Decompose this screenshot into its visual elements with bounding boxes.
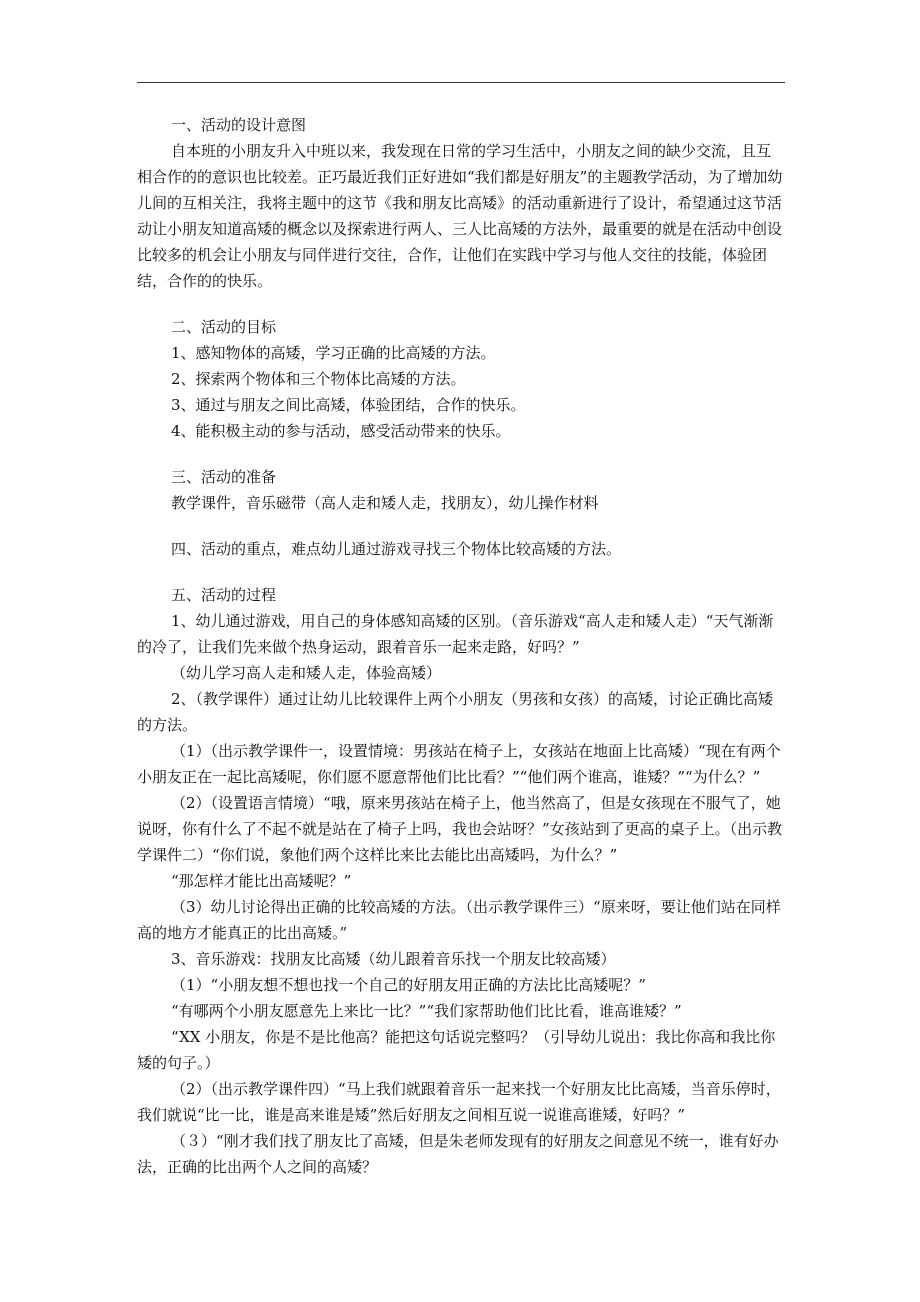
- process-paragraph: 1、幼儿通过游戏，用自己的身体感知高矮的区别。（音乐游戏“高人走和矮人走）“天气渐渐的冷了，让我们先来做个热身运动，跟着音乐一起来走路，好吗？”: [137, 612, 774, 656]
- section-1-heading: 一、活动的设计意图: [171, 116, 307, 134]
- section-5-heading: 五、活动的过程: [171, 586, 277, 604]
- process-paragraph: “那怎样才能比出高矮呢？”: [171, 872, 352, 890]
- process-paragraph: （幼儿学习高人走和矮人走，体验高矮）: [171, 664, 442, 682]
- spacer: [137, 516, 785, 536]
- section-3-heading: 三、活动的准备: [171, 468, 277, 486]
- spacer: [137, 562, 785, 582]
- process-paragraph: 3、音乐游戏：找朋友比高矮（幼儿跟着音乐找一个朋友比较高矮）: [171, 950, 616, 968]
- goal-item: 3、通过与朋友之间比高矮，体验团结，合作的快乐。: [171, 396, 526, 414]
- process-paragraph: “XX 小朋友，你是不是比他高？能把这句话说完整吗？（引导幼儿说出：我比你高和我比你矮的句子。）: [137, 1028, 776, 1072]
- document-body: [137, 112, 785, 1180]
- process-paragraph: （2）（出示教学课件四）“马上我们就跟着音乐一起来找一个好朋友比比高矮，当音乐停时，我们就说“比一比，谁是高来谁是矮”然后好朋友之间相互说一说谁高谁矮，好吗？”: [137, 1080, 781, 1124]
- goal-item: 4、能积极主动的参与活动，感受活动带来的快乐。: [171, 422, 511, 440]
- section-2-heading: 二、活动的目标: [171, 318, 277, 336]
- process-paragraph: （３）“刚才我们找了朋友比了高矮，但是朱老师发现有的好朋友之间意见不统一，谁有好办法，正确的比出两个人之间的高矮？: [137, 1132, 779, 1176]
- goal-item: 1、感知物体的高矮，学习正确的比高矮的方法。: [171, 344, 496, 362]
- process-paragraph: （2）（设置语言情境）“哦，原来男孩站在椅子上，他当然高了，但是女孩现在不服气了，她说呀，你有什么了不起不就是站在了椅子上吗，我也会站呀？”女孩站到了更高的桌子上。（出示教学课件二）“你们说，象他们两个这样比来比去能比出高矮吗，为什么？”: [137, 794, 783, 864]
- process-paragraph: （1）（出示教学课件一，设置情境：男孩站在椅子上，女孩站在地面上比高矮）“现在有两个小朋友正在一起比高矮呢，你们愿不愿意帮他们比比看？”“他们两个谁高，谁矮？”“为什么？”: [137, 742, 781, 786]
- spacer: [137, 444, 785, 464]
- process-paragraph: “有哪两个小朋友愿意先上来比一比？”“我们家帮助他们比比看，谁高谁矮？”: [171, 1002, 682, 1020]
- spacer: [137, 294, 785, 314]
- header-rule: [137, 82, 785, 83]
- section-1-body: 自本班的小朋友升入中班以来，我发现在日常的学习生活中，小朋友之间的缺少交流，且互相合作的的意识也比较差。正巧最近我们正好进如“我们都是好朋友”的主题教学活动，为了增加幼儿间的互相关注，我将主题中的这节《我和朋友比高矮》的活动重新进行了设计，希望通过这节活动让小朋友知道高矮的概念以及探索进行两人、三人比高矮的方法外，最重要的就是在活动中创设比较多的机会让小朋友与同伴进行交往，合作，让他们在实践中学习与他人交往的技能，体验团结，合作的的快乐。: [137, 142, 783, 290]
- process-paragraph: （3）幼儿讨论得出正确的比较高矮的方法。（出示教学课件三）“原来呀，要让他们站在同样高的地方才能真正的比出高矮。”: [137, 898, 781, 942]
- process-paragraph: （1）“小朋友想不想也找一个自己的好朋友用正确的方法比比高矮呢？”: [171, 976, 646, 994]
- section-3-body: 教学课件，音乐磁带（高人走和矮人走，找朋友），幼儿操作材料: [171, 494, 599, 512]
- section-4-heading: 四、活动的重点，难点幼儿通过游戏寻找三个物体比较高矮的方法。: [171, 540, 622, 558]
- process-paragraph: 2、（教学课件）通过让幼儿比较课件上两个小朋友（男孩和女孩）的高矮，讨论正确比高矮的方法。: [137, 690, 774, 734]
- goal-item: 2、探索两个物体和三个物体比高矮的方法。: [171, 370, 466, 388]
